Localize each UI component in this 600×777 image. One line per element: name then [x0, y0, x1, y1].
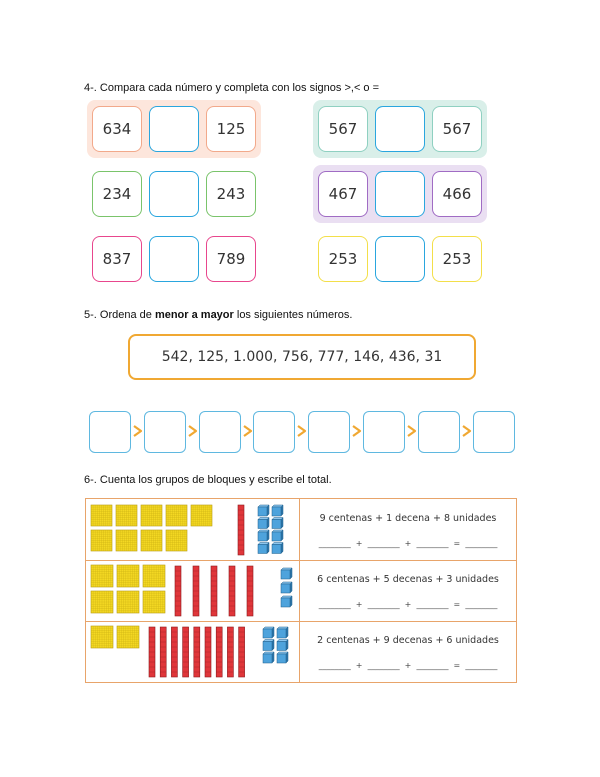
right-number: 125	[206, 106, 256, 152]
blocks-row	[86, 560, 516, 621]
answer-box[interactable]	[375, 106, 425, 152]
answer-box[interactable]	[375, 236, 425, 282]
unit-cube	[263, 640, 274, 651]
comparison-group	[313, 165, 487, 223]
question-5-title-bold: menor a mayor	[154, 309, 234, 321]
question-5-title-post: los siguientes números.	[233, 309, 353, 321]
blocks-cell	[86, 499, 298, 560]
order-answer-box[interactable]	[199, 411, 241, 453]
question-5-title-pre: 5-. Ordena de	[84, 309, 155, 321]
arrow-right-icon	[188, 425, 198, 437]
blocks-row	[86, 499, 516, 560]
unit-cube	[263, 627, 274, 638]
unit-cube	[258, 518, 269, 529]
base-ten-blocks	[86, 621, 298, 682]
unit-cube	[281, 596, 292, 607]
comparison-group	[87, 230, 261, 288]
unit-cube	[277, 652, 288, 663]
unit-cube	[277, 640, 288, 651]
sum-blanks[interactable]: ________ + ________ + ________ = ________	[318, 539, 498, 548]
unit-cube	[281, 568, 292, 579]
blocks-cell	[86, 621, 298, 682]
right-number: 567	[432, 106, 482, 152]
right-number: 466	[432, 171, 482, 217]
order-answer-box[interactable]	[144, 411, 186, 453]
left-number: 634	[92, 106, 142, 152]
order-answer-box[interactable]	[308, 411, 350, 453]
row-divider	[86, 560, 516, 561]
question-4-title: 4-. Compara cada número y completa con los signos >,< o =	[84, 82, 380, 94]
comparison-group	[87, 165, 261, 223]
description-cell	[299, 560, 516, 621]
right-number: 243	[206, 171, 256, 217]
answer-box[interactable]	[149, 171, 199, 217]
unit-cube	[272, 530, 283, 541]
sum-blanks[interactable]: ________ + ________ + ________ = ________	[318, 600, 498, 609]
unit-cube	[272, 543, 283, 554]
question-6-title: 6-. Cuenta los grupos de bloques y escribe el total.	[84, 474, 332, 486]
order-answer-box[interactable]	[418, 411, 460, 453]
unit-cube	[258, 543, 269, 554]
blocks-cell	[86, 560, 298, 621]
blocks-row	[86, 621, 516, 682]
unit-cube	[272, 518, 283, 529]
arrow-right-icon	[133, 425, 143, 437]
blocks-description: 9 centenas + 1 decena + 8 unidades	[319, 513, 497, 524]
unit-cube	[277, 627, 288, 638]
left-number: 467	[318, 171, 368, 217]
sum-blanks[interactable]: ________ + ________ + ________ = ________	[318, 661, 498, 670]
base-ten-blocks	[86, 560, 298, 621]
comparison-group	[313, 230, 487, 288]
answer-box[interactable]	[375, 171, 425, 217]
right-number: 789	[206, 236, 256, 282]
description-cell	[299, 621, 516, 682]
arrow-right-icon	[352, 425, 362, 437]
unit-cube	[281, 582, 292, 593]
order-answer-box[interactable]	[253, 411, 295, 453]
arrow-right-icon	[243, 425, 253, 437]
unit-cube	[272, 505, 283, 516]
blocks-table	[85, 498, 517, 683]
arrow-right-icon	[297, 425, 307, 437]
unit-cube	[263, 652, 274, 663]
answer-box[interactable]	[149, 106, 199, 152]
blocks-description: 6 centenas + 5 decenas + 3 unidades	[317, 574, 499, 585]
comparison-group	[313, 100, 487, 158]
row-divider	[86, 621, 516, 622]
left-number: 253	[318, 236, 368, 282]
order-answer-box[interactable]	[473, 411, 515, 453]
number-list-box: 542, 125, 1.000, 756, 777, 146, 436, 31	[128, 334, 476, 380]
left-number: 234	[92, 171, 142, 217]
unit-cube	[258, 530, 269, 541]
description-cell	[299, 499, 516, 560]
arrow-right-icon	[462, 425, 472, 437]
left-number: 567	[318, 106, 368, 152]
question-5-title	[84, 309, 352, 321]
base-ten-blocks	[86, 499, 298, 560]
arrow-right-icon	[407, 425, 417, 437]
right-number: 253	[432, 236, 482, 282]
order-answer-box[interactable]	[363, 411, 405, 453]
comparison-group	[87, 100, 261, 158]
left-number: 837	[92, 236, 142, 282]
blocks-description: 2 centenas + 9 decenas + 6 unidades	[317, 635, 499, 646]
answer-box[interactable]	[149, 236, 199, 282]
unit-cube	[258, 505, 269, 516]
order-answer-box[interactable]	[89, 411, 131, 453]
